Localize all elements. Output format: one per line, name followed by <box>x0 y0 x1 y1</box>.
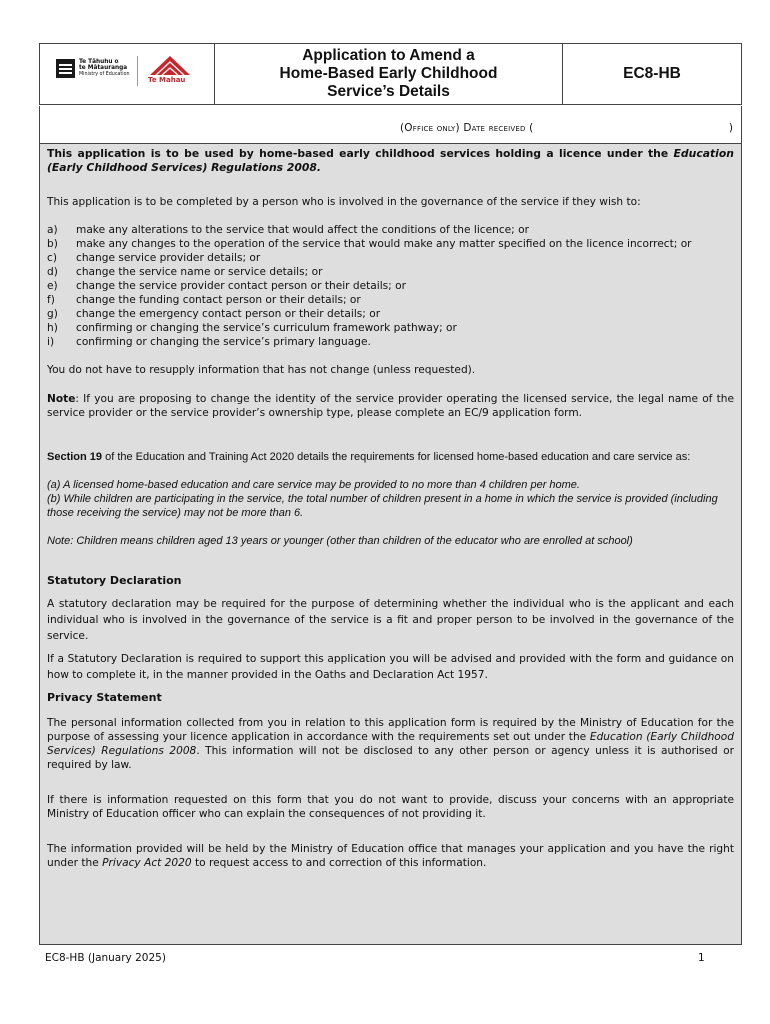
form-title-line-2: Home-Based Early Childhood <box>279 65 498 82</box>
privacy-heading: Privacy Statement <box>47 691 162 704</box>
office-date-received-label: (Office only) Date received ( <box>400 122 534 134</box>
office-date-received-close: ) <box>728 122 733 134</box>
section19-item-b: (b) While children are participating in the service, the total number of children present in a home in which the service is provided (including those receiving the service) may not be more than 6. <box>47 493 718 519</box>
purpose-list <box>47 223 734 349</box>
privacy-paragraph-3 <box>47 842 734 870</box>
list-text: change the emergency contact person or their details; or <box>76 308 381 320</box>
statutory-heading: Statutory Declaration <box>47 574 182 587</box>
list-marker: h) <box>47 322 58 334</box>
list-text: change service provider details; or <box>76 252 261 264</box>
list-marker: c) <box>47 252 57 264</box>
information-panel <box>39 144 742 945</box>
footer-form-date: EC8-HB (January 2025) <box>45 952 166 964</box>
note-paragraph <box>47 392 734 420</box>
section19-paragraph <box>47 450 734 464</box>
statutory-paragraph-1: A statutory declaration may be required for the purpose of determining whether the individual who is the applicant and each individual who is involved in the governance of the service is a fit and proper person to be involved in the governance of the service. <box>47 598 734 642</box>
office-use-row <box>39 106 742 144</box>
footer-page-number: 1 <box>698 952 705 964</box>
list-marker: f) <box>47 294 55 306</box>
list-text: confirming or changing the service’s primary language. <box>76 336 371 348</box>
privacy-p1-text: The personal information collected from you in relation to this application form is required by the Ministry of Education for the purpose of assessing your licence application in accordance with the requirements set out under the <box>47 717 734 743</box>
form-title-line-3: Service’s Details <box>327 83 450 100</box>
list-text: change the service name or service details; or <box>76 266 323 278</box>
form-code: EC8-HB <box>623 65 681 82</box>
statutory-paragraph-2: If a Statutory Declaration is required to support this application you will be advised and provided with the form and guidance on how to complete it, in the manner provided in the Oaths and Declaration Act 1957. <box>47 653 734 681</box>
list-marker: a) <box>47 224 58 236</box>
section19-item-a: (a) A licensed home-based education and care service may be provided to no more than 4 children per home. <box>47 479 580 491</box>
privacy-paragraph-1 <box>47 716 734 772</box>
privacy-paragraph-2: If there is information requested on this form that you do not want to provide, discuss your concerns with an appropriate Ministry of Education officer who can explain the consequences of not providing it. <box>47 794 734 820</box>
ministry-logo-line-1: Te Tāhuhu o <box>79 59 119 65</box>
form-title <box>215 44 563 104</box>
list-marker: g) <box>47 308 58 320</box>
list-marker: b) <box>47 238 58 250</box>
list-text: make any changes to the operation of the service that would make any matter specified on the licence incorrect; or <box>76 238 692 250</box>
list-item <box>47 237 734 251</box>
completed-by-text: This application is to be completed by a person who is involved in the governance of the service if they wish to: <box>47 196 641 208</box>
list-text: confirming or changing the service’s curriculum framework pathway; or <box>76 322 457 334</box>
ministry-logo-line-3: Ministry of Education <box>79 72 130 77</box>
form-header <box>39 43 742 105</box>
list-marker: d) <box>47 266 58 278</box>
list-marker: i) <box>47 336 55 348</box>
privacy-p1-text-end: . This information will not be disclosed to any other person or agency unless it is authorised or required by law. <box>47 745 734 771</box>
ministry-logo <box>56 59 130 81</box>
te-mahau-logo <box>148 54 198 90</box>
intro-statement <box>47 147 734 175</box>
list-item <box>47 293 734 307</box>
resupply-text: You do not have to resupply information that has not change (unless requested). <box>47 364 476 376</box>
list-text: change the service provider contact person or their details; or <box>76 280 406 292</box>
logo-divider <box>137 56 138 86</box>
intro-bold-text: This application is to be used by home-based early childhood services holding a licence under the <box>47 147 674 160</box>
list-item <box>47 251 734 265</box>
privacy-p3-text-end: to request access to and correction of this information. <box>191 857 487 869</box>
privacy-p1-regulations: Education (Early Childhood Services) Regulations 2008 <box>47 731 734 757</box>
ministry-logo-icon <box>56 59 75 78</box>
privacy-p3-text: The information provided will be held by the Ministry of Education office that manages your application and you have the right under the <box>47 843 734 869</box>
te-mahau-text: Te Mahau <box>148 76 186 84</box>
section19-text: of the Education and Training Act 2020 details the requirements for licensed home-based education and care service as: <box>102 451 691 463</box>
list-item <box>47 321 734 335</box>
te-mahau-mountain-icon <box>148 54 192 76</box>
note-text: : If you are proposing to change the identity of the service provider operating the licensed service, the legal name of the service provider or the service provider’s ownership type, please complete an EC/9 application form. <box>47 393 734 419</box>
list-text: make any alterations to the service that would affect the conditions of the licence; or <box>76 224 529 236</box>
intro-regulations: Education (Early Childhood Services) Regulations 2008. <box>47 147 734 174</box>
privacy-act-name: Privacy Act 2020 <box>102 857 192 869</box>
list-marker: e) <box>47 280 58 292</box>
ministry-logo-line-2: te Mātauranga <box>79 65 128 71</box>
note-label: Note <box>47 393 76 405</box>
list-item <box>47 279 734 293</box>
form-title-line-1: Application to Amend a <box>302 47 475 64</box>
section19-label: Section 19 <box>47 451 103 463</box>
list-text: change the funding contact person or their details; or <box>76 294 361 306</box>
section19-note: Note: Children means children aged 13 years or younger (other than children of the educator who are enrolled at school) <box>47 535 633 547</box>
list-item <box>47 223 734 237</box>
logo-area <box>40 44 215 104</box>
list-item <box>47 265 734 279</box>
list-item <box>47 335 734 349</box>
list-item <box>47 307 734 321</box>
